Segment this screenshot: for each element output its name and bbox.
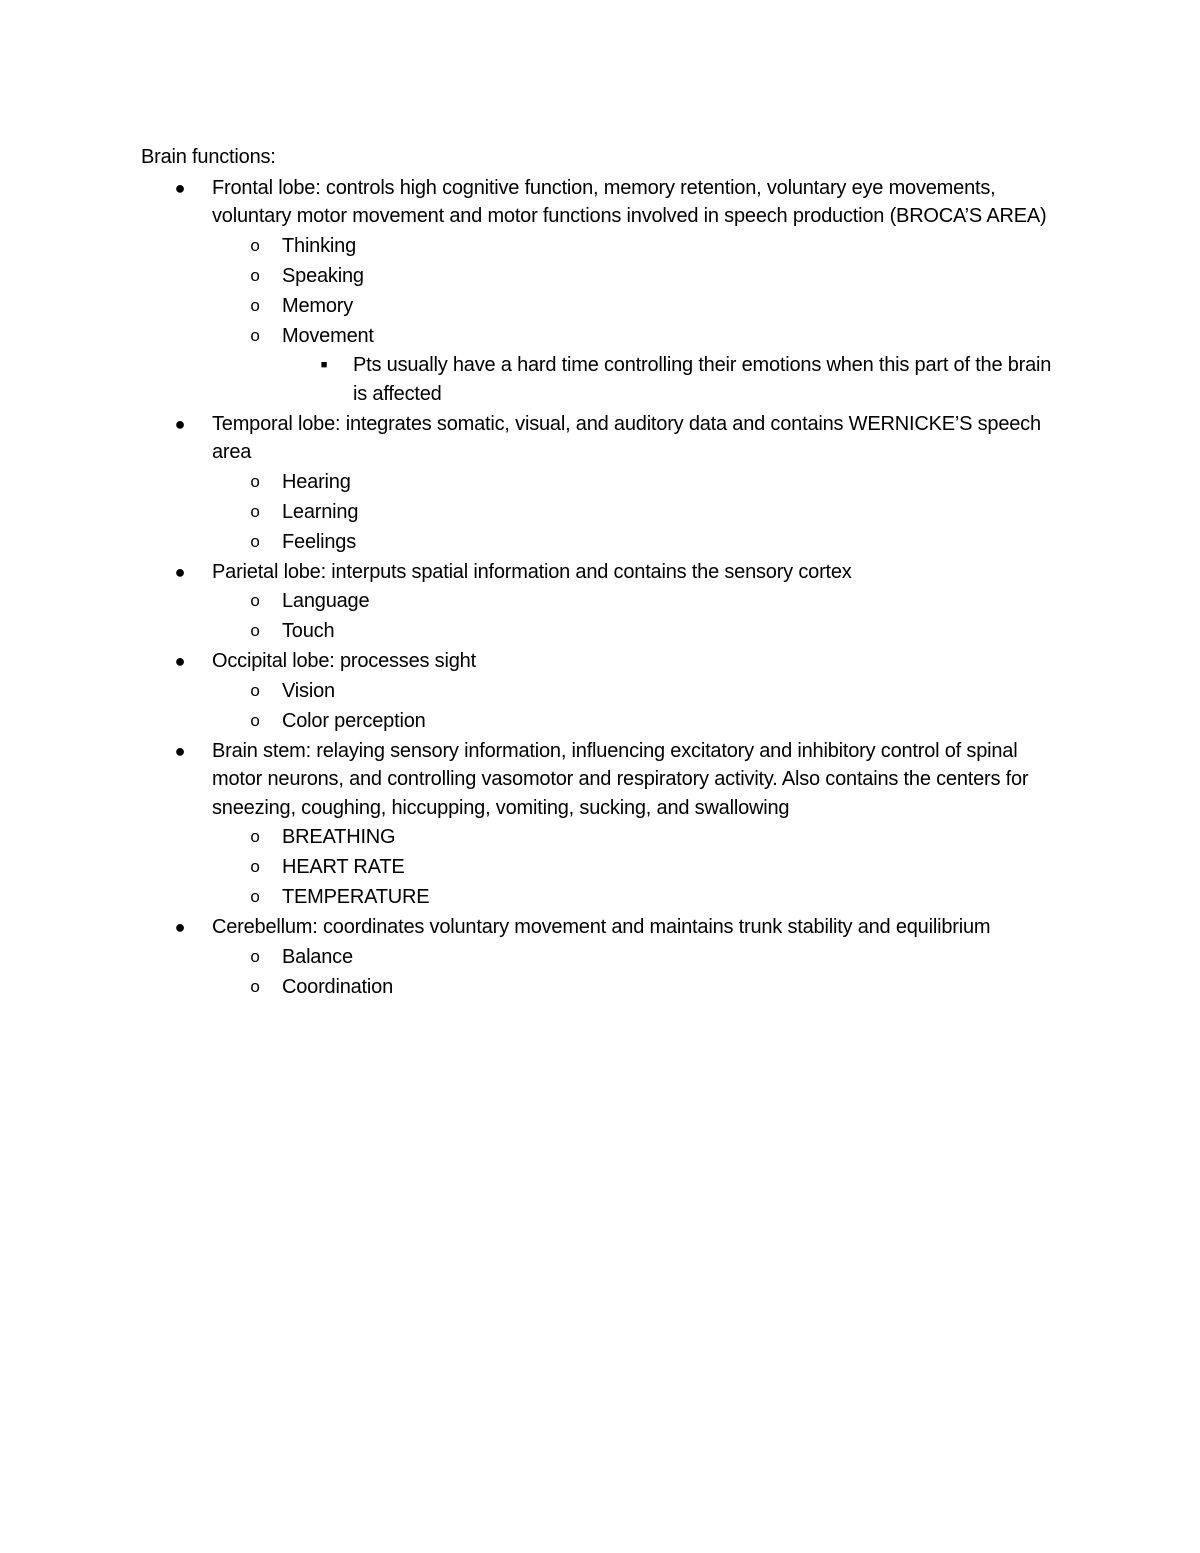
circle-bullet-icon: o [250,827,260,846]
sub-item [212,528,1061,557]
sub-item-text: Touch [282,620,335,642]
sub-item-text: Learning [282,500,359,523]
sub-item [212,943,1061,972]
sub-list [212,587,1061,646]
bullet-icon: ● [174,177,186,198]
sub-sub-item [282,351,1061,408]
sub-item [212,883,1061,912]
circle-bullet-icon: o [250,501,260,521]
sub-item [212,973,1061,1002]
bullet-icon: ● [174,413,186,434]
sub-item [212,498,1061,527]
sub-item [212,262,1061,291]
sub-item [212,707,1061,736]
section-text: Parietal lobe: interputs spatial information and contains the sensory cortex [212,560,852,583]
document-heading: Brain functions: [141,146,276,168]
sub-list [212,677,1061,736]
circle-bullet-icon: o [250,621,260,640]
sub-item-text: Memory [282,294,354,317]
sub-item [212,823,1061,852]
sub-item-text: Coordination [282,975,394,998]
section-item [141,410,1061,557]
sub-item-text: Language [282,590,370,612]
sub-item [212,617,1061,646]
sub-item [212,292,1061,321]
circle-bullet-icon: o [250,295,260,315]
bullet-icon: ● [174,740,186,761]
sub-item-text: BREATHING [282,826,396,848]
outline-list [141,174,1061,1002]
circle-bullet-icon: o [250,857,260,876]
section-item [141,174,1061,409]
sub-item [212,468,1061,497]
section-text: Cerebellum: coordinates voluntary movement and maintains trunk stability and equilibrium [212,916,991,938]
sub-item [212,677,1061,706]
bullet-icon: ● [174,651,186,671]
sub-item-text: Vision [282,679,335,702]
circle-bullet-icon: o [250,531,260,551]
bullet-icon: ● [174,917,186,937]
section-item [141,737,1061,912]
circle-bullet-icon: o [250,887,260,906]
sub-list [212,468,1061,557]
circle-bullet-icon: o [250,471,260,491]
sub-item-text: Color perception [282,709,426,732]
sub-item [212,232,1061,261]
section-text: Temporal lobe: integrates somatic, visual, and auditory data and contains WERNICKE’S speech area [212,412,1041,463]
circle-bullet-icon: o [250,710,260,730]
sub-list [212,823,1061,912]
circle-bullet-icon: o [250,946,260,966]
sub-list [212,232,1061,409]
sub-item-text: Thinking [282,234,356,257]
section-item [141,913,1061,1001]
circle-bullet-icon: o [250,680,260,700]
sub-item-text: TEMPERATURE [282,886,430,908]
circle-bullet-icon: o [250,325,260,345]
sub-item [212,587,1061,616]
sub-sub-list [282,351,1061,408]
sub-item [212,322,1061,409]
sub-item-text: Movement [282,324,374,347]
square-bullet-icon: ■ [320,359,328,371]
bullet-icon: ● [174,561,186,582]
sub-item-text: Balance [282,945,353,968]
circle-bullet-icon: o [250,265,260,285]
section-text: Occipital lobe: processes sight [212,650,476,672]
circle-bullet-icon: o [250,976,260,996]
section-text: Brain stem: relaying sensory information, influencing excitatory and inhibitory control of spinal motor neurons, and controlling vasomotor and respiratory activity. Also contains the centers for sneezing, coughing, hiccupping, vomiting, sucking, and swallowing [212,739,1029,819]
sub-sub-item-text: Pts usually have a hard time controlling their emotions when this part of the brain is affected [353,354,1052,405]
sub-item-text: Hearing [282,470,351,493]
sub-item-text: Speaking [282,264,364,287]
section-item [141,647,1061,735]
sub-item [212,853,1061,882]
section-text: Frontal lobe: controls high cognitive function, memory retention, voluntary eye movements, voluntary motor movement and motor functions involved in speech production (BROCA’S AREA) [212,176,1047,227]
section-item [141,558,1061,646]
sub-item-text: HEART RATE [282,856,405,878]
document-body [141,143,1061,1003]
circle-bullet-icon: o [250,591,260,610]
circle-bullet-icon: o [250,235,260,255]
sub-list [212,943,1061,1002]
sub-item-text: Feelings [282,530,356,553]
